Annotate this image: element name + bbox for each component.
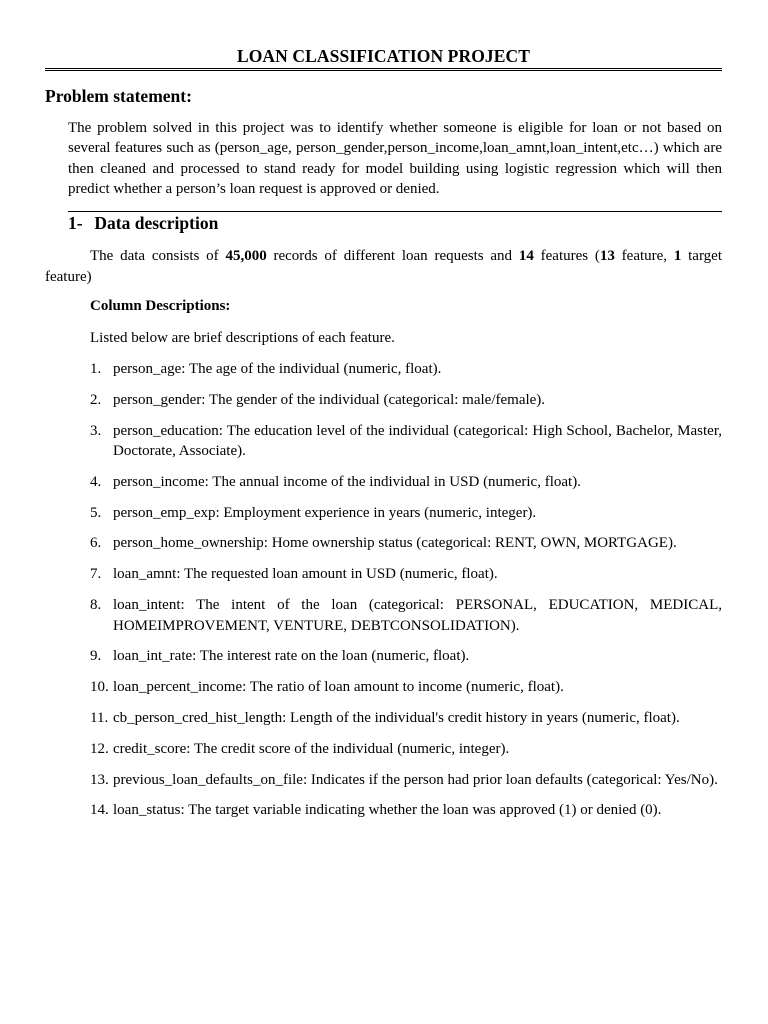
list-item-text: previous_loan_defaults_on_file: Indicates if the person had prior loan defaults (categorical: Yes/No). bbox=[113, 771, 718, 788]
list-item-number: 5. bbox=[90, 504, 102, 521]
list-item-number: 14. bbox=[90, 802, 109, 819]
list-item-number: 7. bbox=[90, 566, 102, 583]
problem-statement-heading: Problem statement: bbox=[45, 86, 192, 106]
section-divider bbox=[68, 211, 722, 212]
list-item-number: 11. bbox=[90, 709, 109, 726]
summary-text-2: records of different loan requests and bbox=[266, 248, 519, 264]
list-item bbox=[90, 800, 722, 821]
list-item-number: 1. bbox=[90, 361, 102, 377]
document-title: LOAN CLASSIFICATION PROJECT bbox=[236, 46, 531, 66]
list-item-number: 9. bbox=[90, 648, 102, 665]
list-item bbox=[90, 421, 722, 462]
list-item bbox=[90, 595, 722, 636]
list-item bbox=[90, 677, 722, 698]
list-item bbox=[90, 708, 722, 729]
list-item bbox=[90, 770, 722, 791]
list-item bbox=[90, 503, 722, 524]
list-item-text: loan_status: The target variable indicating whether the loan was approved (1) or denied (0). bbox=[113, 802, 662, 819]
list-item-text: cb_person_cred_hist_length: Length of the individual's credit history in years (numeric, float). bbox=[113, 709, 680, 726]
summary-text-4: feature, bbox=[614, 248, 674, 264]
section-title: Data description bbox=[94, 213, 219, 233]
features-count: 14 bbox=[518, 248, 534, 264]
target-count: 1 bbox=[673, 248, 682, 264]
list-item bbox=[90, 564, 722, 585]
problem-statement-text: The problem solved in this project was to identify whether someone is eligible for loan or not based on several features such as (person_age, person_gender,person_income,loan_amnt,loan_intent,etc…) which are then cleaned and processed to stand ready for model building using logistic regression which will then predict whether a person’s loan request is approved or denied. bbox=[68, 120, 722, 197]
list-item-number: 10. bbox=[90, 679, 109, 696]
list-item-text: person_education: The education level of the individual (categorical: High School, Bachelor, Master, Doctorate, Associate). bbox=[113, 422, 722, 460]
records-count: 45,000 bbox=[225, 248, 267, 264]
list-item-text: loan_percent_income: The ratio of loan amount to income (numeric, float). bbox=[113, 679, 564, 696]
summary-text-3: features ( bbox=[533, 248, 600, 264]
list-item-text: person_gender: The gender of the individual (categorical: male/female). bbox=[113, 391, 546, 408]
list-item-text: person_emp_exp: Employment experience in years (numeric, integer). bbox=[113, 504, 537, 521]
summary-text-5: target feature) bbox=[45, 248, 723, 285]
section-number: 1- bbox=[68, 213, 83, 233]
column-descriptions-heading: Column Descriptions: bbox=[90, 298, 231, 314]
list-item bbox=[90, 359, 722, 380]
list-item-number: 2. bbox=[90, 391, 102, 408]
list-item-number: 12. bbox=[90, 740, 109, 757]
data-description-heading bbox=[68, 213, 218, 234]
list-item-text: person_home_ownership: Home ownership status (categorical: RENT, OWN, MORTGAGE). bbox=[113, 535, 677, 552]
list-item bbox=[90, 390, 722, 411]
list-item-text: person_age: The age of the individual (numeric, float). bbox=[113, 361, 442, 377]
list-item bbox=[90, 646, 722, 667]
list-item bbox=[90, 739, 722, 760]
list-item bbox=[90, 533, 722, 554]
list-item-number: 13. bbox=[90, 771, 109, 788]
list-item-text: loan_amnt: The requested loan amount in USD (numeric, float). bbox=[113, 566, 498, 583]
list-item-number: 4. bbox=[90, 473, 102, 490]
list-item-text: loan_int_rate: The interest rate on the loan (numeric, float). bbox=[113, 648, 470, 665]
summary-text-1: The data consists of bbox=[90, 248, 226, 264]
list-item-number: 3. bbox=[90, 422, 102, 439]
title-double-rule bbox=[45, 68, 722, 69]
list-item-text: person_income: The annual income of the individual in USD (numeric, float). bbox=[113, 473, 581, 490]
feature-count: 13 bbox=[599, 248, 615, 264]
list-item bbox=[90, 472, 722, 493]
list-intro-text: Listed below are brief descriptions of each feature. bbox=[90, 330, 395, 346]
list-item-number: 8. bbox=[90, 597, 102, 614]
feature-list bbox=[90, 359, 722, 831]
data-summary-paragraph bbox=[45, 246, 722, 288]
list-item-text: loan_intent: The intent of the loan (categorical: PERSONAL, EDUCATION, MEDICAL, HOMEIMPROVEMENT, VENTURE, DEBTCONSOLIDATION). bbox=[113, 597, 722, 634]
list-item-text: credit_score: The credit score of the individual (numeric, integer). bbox=[113, 740, 510, 757]
list-item-number: 6. bbox=[90, 535, 102, 552]
